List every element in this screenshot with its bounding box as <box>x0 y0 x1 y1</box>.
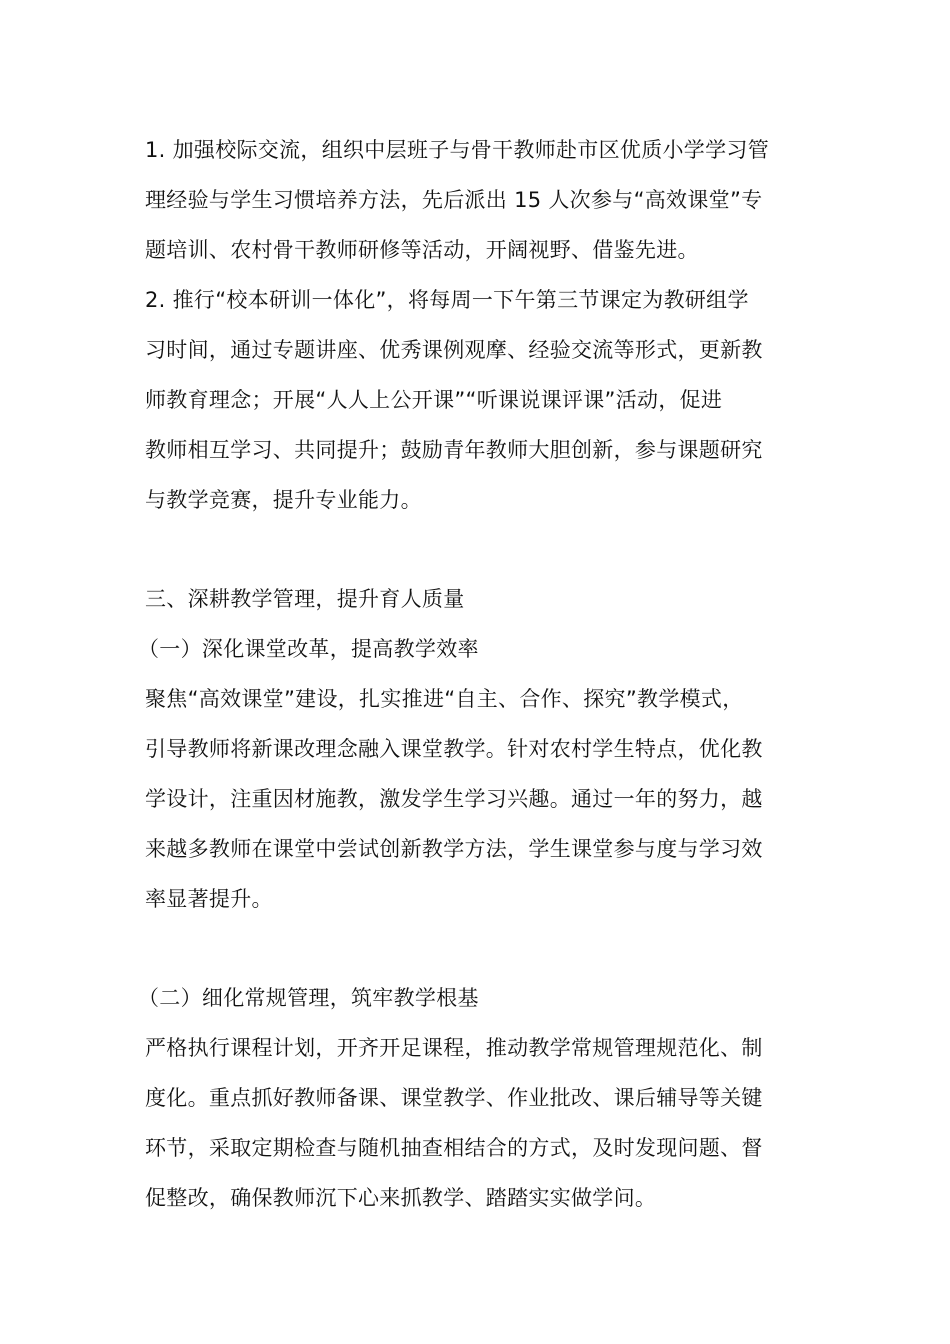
paragraph-4-line-2: 度化。重点抓好教师备课、课堂教学、作业批改、课后辅导等关键 <box>145 1086 763 1110</box>
paragraph-2-line-2: 习时间，通过专题讲座、优秀课例观摩、经验交流等形式，更新教 <box>145 338 763 362</box>
paragraph-3-line-4: 来越多教师在课堂中尝试创新教学方法，学生课堂参与度与学习效 <box>145 837 763 861</box>
subsection-heading-2: （二）细化常规管理，筑牢教学根基 <box>138 986 479 1010</box>
paragraph-1-line-3: 题培训、农村骨干教师研修等活动，开阔视野、借鉴先进。 <box>145 238 699 262</box>
section-heading: 三、深耕教学管理，提升育人质量 <box>145 587 465 611</box>
paragraph-4-line-4: 促整改，确保教师沉下心来抓教学、踏踏实实做学问。 <box>145 1186 657 1210</box>
paragraph-3-line-2: 引导教师将新课改理念融入课堂教学。针对农村学生特点，优化教 <box>145 737 763 761</box>
paragraph-2-line-3: 师教育理念；开展“人人上公开课”“听课说课评课”活动，促进 <box>145 388 723 412</box>
paragraph-1-line-2: 理经验与学生习惯培养方法，先后派出 15 人次参与“高效课堂”专 <box>145 188 763 212</box>
paragraph-2-line-1: 2. 推行“校本研训一体化”，将每周一下午第三节课定为教研组学 <box>145 288 749 312</box>
paragraph-4-line-3: 环节，采取定期检查与随机抽查相结合的方式，及时发现问题、督 <box>145 1136 763 1160</box>
subsection-heading-1: （一）深化课堂改革，提高教学效率 <box>138 637 479 661</box>
paragraph-3-line-3: 学设计，注重因材施教，激发学生学习兴趣。通过一年的努力，越 <box>145 787 763 811</box>
paragraph-1-line-1: 1. 加强校际交流，组织中层班子与骨干教师赴市区优质小学学习管 <box>145 138 770 162</box>
paragraph-2-line-5: 与教学竞赛，提升专业能力。 <box>145 488 422 512</box>
paragraph-2-line-4: 教师相互学习、共同提升；鼓励青年教师大胆创新，参与课题研究 <box>145 438 763 462</box>
paragraph-4-line-1: 严格执行课程计划，开齐开足课程，推动教学常规管理规范化、制 <box>145 1036 763 1060</box>
paragraph-3-line-5: 率显著提升。 <box>145 887 273 911</box>
paragraph-3-line-1: 聚焦“高效课堂”建设，扎实推进“自主、合作、探究”教学模式， <box>145 687 744 711</box>
